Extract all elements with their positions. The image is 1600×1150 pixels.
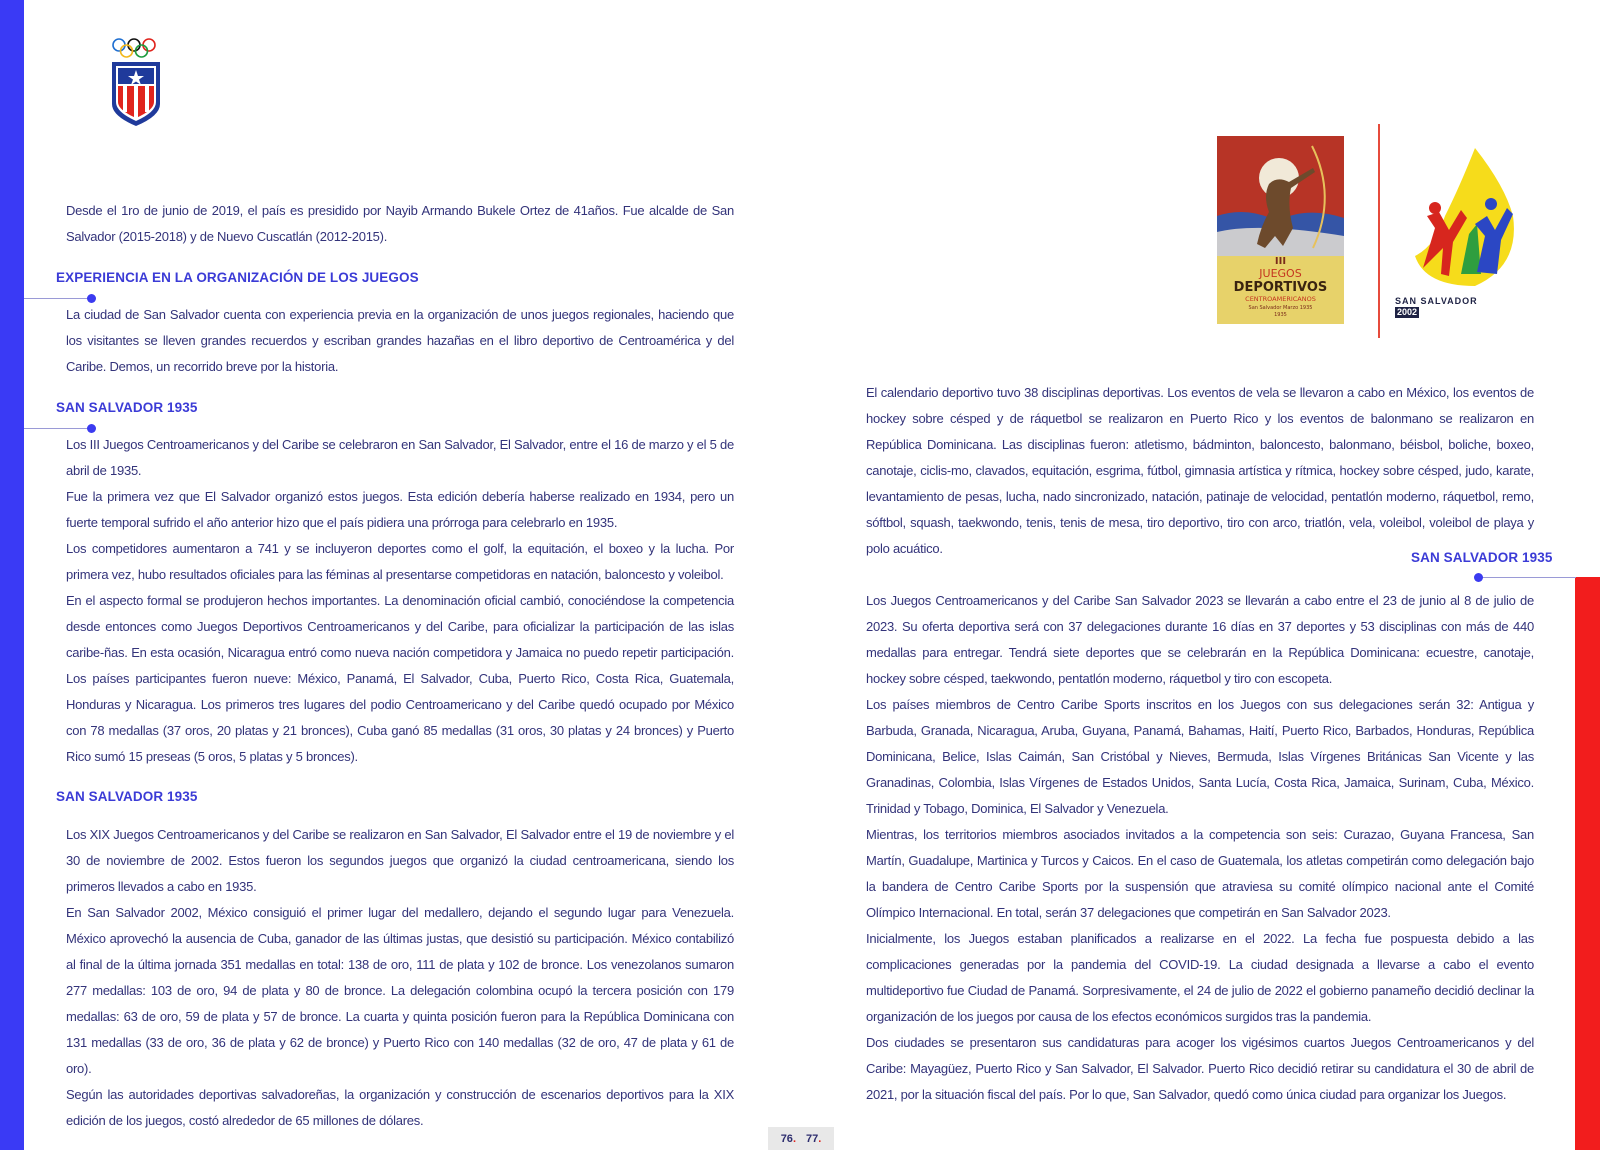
heading-dot	[1474, 573, 1483, 582]
heading-rule	[1482, 577, 1576, 578]
section-heading-2023: SAN SALVADOR 1935	[1411, 550, 1553, 565]
heading-rule	[24, 298, 90, 299]
page-numbers	[768, 1127, 834, 1150]
paragraph: Los XIX Juegos Centroamericanos y del Caribe se realizaron en San Salvador, El Salvador entre el 19 de noviembre y el 30 de noviembre de 2002. Estos fueron los segundos juegos que organizó la ciudad centroamericana, siendo los primeros llevados a cabo en 1935.	[66, 827, 734, 894]
paragraph: Fue la primera vez que El Salvador organizó estos juegos. Esta edición debería haberse realizado en 1934, pero un fuerte temporal sufrido el año anterior hizo que el país pidiera una prórroga para celebrarlo en 1935.	[66, 489, 734, 530]
poster-line5: 1935	[1274, 312, 1287, 318]
paragraph: Los III Juegos Centroamericanos y del Caribe se celebraron en San Salvador, El Salvador, entre el 16 de marzo y el 5 de abril de 1935.	[66, 437, 734, 478]
section-2002-body	[66, 822, 734, 1134]
paragraph: Dos ciudades se presentaron sus candidaturas para acoger los vigésimos cuartos Juegos Centroamericanos y del Caribe: Mayagüez, Puerto Rico y San Salvador, El Salvador. Puerto Rico decidió retirar su candidatura el 30 de abril de 2021, por la situación fiscal del país. Por lo que, San Salvador, quedó como única ciudad para organizar los Juegos.	[866, 1035, 1534, 1102]
emblem-city: SAN SALVADOR	[1395, 296, 1478, 306]
poster-line3: CENTROAMERICANOS	[1245, 295, 1316, 303]
san-salvador-2002-emblem	[1395, 146, 1535, 321]
paragraph: Inicialmente, los Juegos estaban planificados a realizarse en el 2022. La fecha fue pospuesta debido a las complicaciones generadas por la pandemia del COVID-19. La ciudad designada a llevarse a cabo el evento multideportivo fue Ciudad de Panamá. Sorpresivamente, el 24 de julio de 2022 el gobierno panameño decidió declinar la organización de los juegos por causa de los efectos económicos surgidos tras la pandemia.	[866, 931, 1534, 1024]
paragraph: Mientras, los territorios miembros asociados invitados a la competencia son seis: Curazao, Guyana Francesa, San Martín, Guadalupe, Martinica y Turcos y Caicos. En el caso de Guatemala, los atletas competirán como delegación bajo la bandera de Centro Caribe Sports por la suspensión que atraviesa su comité olímpico nacional ante el Comité Olímpico Internacional. En total, serán 37 delegaciones que competirán en San Salvador 2023.	[866, 827, 1534, 920]
paragraph: Los Juegos Centroamericanos y del Caribe San Salvador 2023 se llevarán a cabo entre el 23 de junio al 8 de julio de 2023. Su oferta deportiva será con 37 delegaciones durante 16 días en 37 deportes y 53 disciplinas con más de 440 medallas para entregar. Tendrá siete deportes que se celebrarán en la República Dominicana: ecuestre, canotaje, hockey sobre césped, taekwondo, pentatlón moderno, ráquetbol y tiro con escopeta.	[866, 593, 1534, 686]
paragraph: Los competidores aumentaron a 741 y se incluyeron deportes como el golf, la equitación, el boxeo y la lucha. Por primera vez, hubo resultados oficiales para las féminas al presentarse competidoras en natación, baloncesto y voleibol.	[66, 541, 734, 582]
section-heading-experience: EXPERIENCIA EN LA ORGANIZACIÓN DE LOS JUEGOS	[56, 270, 419, 285]
paragraph: Los países miembros de Centro Caribe Sports inscritos en los Juegos con sus delegaciones serán 32: Antigua y Barbuda, Granada, Nicaragua, Aruba, Guyana, Panamá, Bahamas, Haití, Puerto Rico, Barbados, Honduras, República Dominicana, Belice, Islas Caimán, San Cristóbal y Nieves, Bermuda, Islas Vírgenes Británicas San Vicente y las Granadinas, Colombia, Islas Vírgenes de Estados Unidos, Santa Lucía, Costa Rica, Jamaica, Surinam, Cuba, México. Trinidad y Tobago, Dominica, El Salvador y Venezuela.	[866, 697, 1534, 816]
emblem-year: 2002	[1397, 307, 1418, 317]
paragraph: Según las autoridades deportivas salvadoreñas, la organización y construcción de escenarios deportivos para la XIX edición de los juegos, costó alrededor de 65 millones de dólares.	[66, 1087, 734, 1128]
section-2023-body	[866, 588, 1534, 1108]
1935-games-poster	[1217, 136, 1344, 324]
olympic-rings-icon	[113, 39, 155, 57]
page-number-right: 77.	[806, 1132, 822, 1145]
paragraph: En el aspecto formal se produjeron hechos importantes. La denominación oficial cambió, conociéndose la competencia desde entonces como Juegos Deportivos Centroamericanos y del Caribe, para oficializar la participación de las islas caribe-ñas. En esta ocasión, Nicaragua entró como nueva nación competidora y Jamaica no puedo repetir participación. Los países participantes fueron nueve: México, Panamá, El Salvador, Cuba, Puerto Rico, Costa Rica, Guatemala, Honduras y Nicaragua. Los primeros tres lugares del podio Centroamericano y del Caribe quedó ocupado por México con 78 medallas (37 oros, 20 platas y 21 bronces), Cuba ganó 85 medallas (31 oros, 30 platas y 24 bronces) y Puerto Rico sumó 15 preseas (5 oros, 5 platas y 5 bronces).	[66, 593, 734, 764]
section-heading-1935: SAN SALVADOR 1935	[56, 400, 198, 415]
paragraph: En San Salvador 2002, México consiguió el primer lugar del medallero, dejando el segundo lugar para Venezuela. México aprovechó la ausencia de Cuba, ganador de las últimas justas, que desistió su participación. México contabilizó al final de la última jornada 351 medallas en total: 138 de oro, 111 de plata y 102 de bronce. Los venezolanos sumaron 277 medallas: 103 de oro, 94 de plata y 80 de bronce. La delegación colombina ocupó la tercera posición con 179 medallas: 63 de oro, 59 de plata y 57 de bronce. La cuarta y quinta posición fueron para la República Dominicana con 131 medallas (33 de oro, 36 de plata y 62 de bronce) y Puerto Rico con 140 medallas (32 de oro, 47 de plata y 61 de oro).	[66, 905, 734, 1076]
intro-paragraph: Desde el 1ro de junio de 2019, el país es presidido por Nayib Armando Bukele Ortez de 41años. Fue alcalde de San Salvador (2015-2018) y de Nuevo Cuscatlán (2012-2015).	[66, 203, 734, 244]
page-number-left: 76.	[780, 1132, 796, 1145]
poster-line4: San Salvador Marzo 1935	[1248, 305, 1313, 311]
poster-line1: JUEGOS	[1259, 267, 1302, 280]
right-accent-bar	[1575, 577, 1600, 1150]
calendar-paragraph: El calendario deportivo tuvo 38 disciplinas deportivas. Los eventos de vela se llevaron a cabo en México, los eventos de hockey sobre césped y de ráquetbol se realizaron en Puerto Rico y los eventos de balonmano se realizaron en República Dominicana. Las disciplinas fueron: atletismo, bádminton, baloncesto, balonmano, béisbol, boliche, boxeo, canotaje, ciclis-mo, clavados, equitación, esgrima, fútbol, gimnasia artística y rítmica, hockey sobre césped, judo, karate, levantamiento de pesas, lucha, nado sincronizado, natación, patinaje de velocidad, pentatlón moderno, ráquetbol, remo, sóftbol, squash, taekwondo, tenis, tenis de mesa, tiro deportivo, tiro con arco, triatlón, vela, voleibol, voleibol de playa y polo acuático.	[866, 385, 1534, 556]
left-accent-bar	[0, 0, 24, 1150]
poster-line2: DEPORTIVOS	[1233, 280, 1328, 295]
poster-roman: III	[1274, 256, 1287, 267]
section-1935-body	[66, 432, 734, 770]
experience-paragraph: La ciudad de San Salvador cuenta con experiencia previa en la organización de unos juegos regionales, haciendo que los visitantes se lleven grandes recuerdos y escriban grandes hazañas en el libro deportivo de Centroamérica y del Caribe. Demos, un recorrido breve por la historia.	[66, 307, 734, 374]
heading-rule	[24, 428, 90, 429]
section-heading-2002: SAN SALVADOR 1935	[56, 789, 198, 804]
image-divider	[1378, 124, 1380, 338]
olympic-committee-shield-icon	[108, 34, 164, 128]
